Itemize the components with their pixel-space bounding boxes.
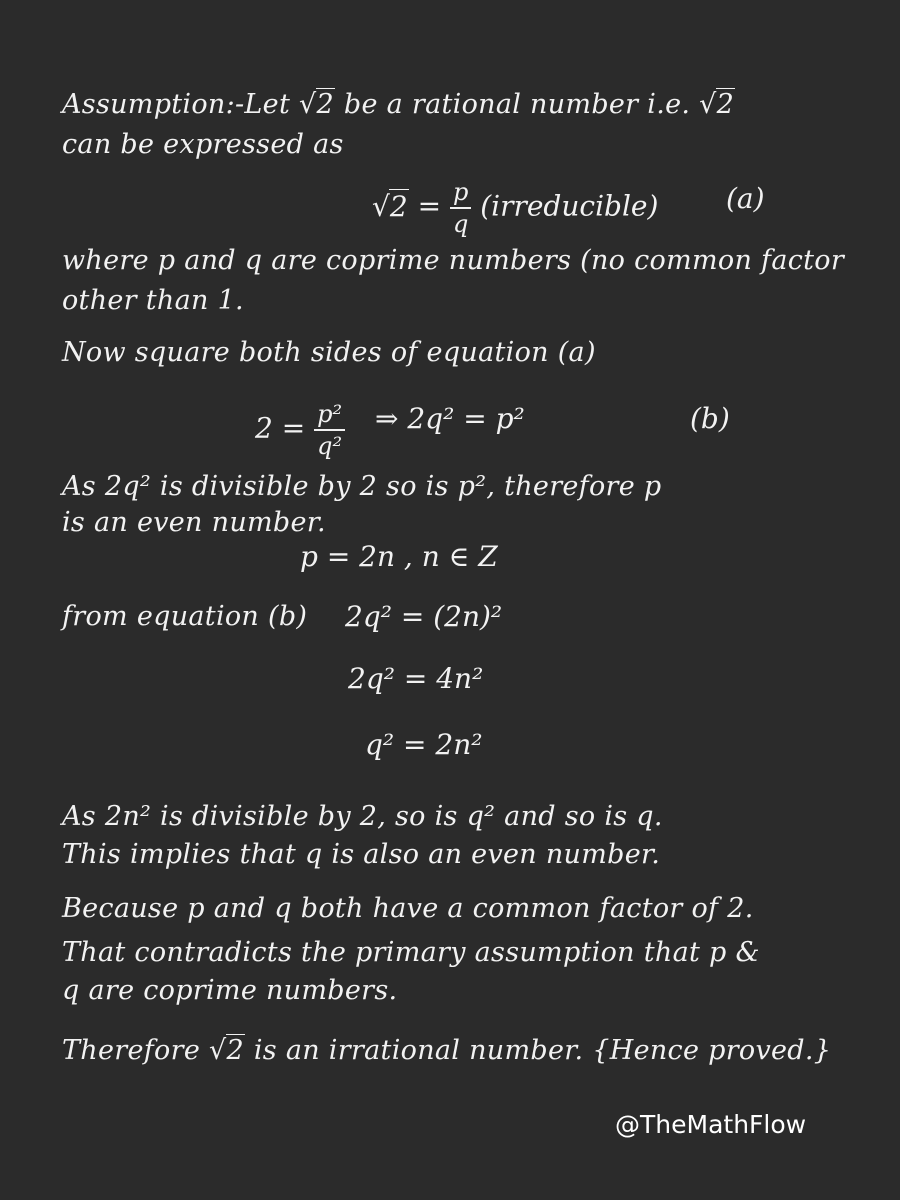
assumption-line-2: can be expressed as xyxy=(62,129,344,160)
watermark-handle: @TheMathFlow xyxy=(615,1110,807,1139)
now-square-line: Now square both sides of equation (a) xyxy=(62,337,596,368)
contradiction-line-1: That contradicts the primary assumption that p & xyxy=(62,937,760,968)
equation-b xyxy=(255,402,345,458)
from-equation-text: from equation (b) xyxy=(62,601,308,632)
where-line-1: where p and q are coprime numbers (no common factor xyxy=(62,245,845,276)
assumption-text-mid: be a rational number i.e. xyxy=(334,89,700,120)
where-line-2: other than 1. xyxy=(62,285,244,316)
sqrt-two-symbol-3: √2 xyxy=(208,1035,244,1066)
eq-a-numerator: p xyxy=(450,180,471,209)
sqrt-radicand-3: 2 xyxy=(226,1035,244,1066)
assumption-line-1 xyxy=(62,88,735,122)
as2-line-1: As 2n² is divisible by 2, so is q² and so is q. xyxy=(62,801,663,832)
as-line-2: is an even number. xyxy=(62,507,326,538)
conclusion-line xyxy=(62,1034,831,1068)
conclusion-text-start: Therefore xyxy=(62,1035,209,1066)
sqrt-two-symbol-2: √2 xyxy=(699,89,735,120)
eq-b-denominator: q² xyxy=(317,432,343,460)
contradiction-line-2: q are coprime numbers. xyxy=(62,975,398,1006)
eq-a-note: (irreducible) xyxy=(471,189,659,223)
sqrt-radicand: 2 xyxy=(316,89,334,120)
equation-a xyxy=(372,180,658,236)
as2-line-2: This implies that q is also an even number. xyxy=(62,839,661,870)
equation-a-label: (a) xyxy=(726,182,765,215)
p-definition: p = 2n , n ∈ Z xyxy=(300,540,498,573)
as-line-1: As 2q² is divisible by 2 so is p², therefore p xyxy=(62,471,662,502)
assumption-text-start: Assumption:-Let xyxy=(62,89,299,120)
eq-a-equals: = xyxy=(408,189,450,223)
eq-a-radicand: 2 xyxy=(389,189,408,223)
sqrt-radicand-2: 2 xyxy=(716,89,735,120)
step-equation-2: q² = 2n² xyxy=(365,728,483,761)
sqrt-two-symbol: √2 xyxy=(298,89,334,120)
eq-a-sqrt: √2 xyxy=(372,189,408,223)
eq-a-denominator: q xyxy=(452,210,469,238)
eq-b-fraction xyxy=(314,402,345,458)
because-line: Because p and q both have a common factor of 2. xyxy=(62,893,754,924)
from-equation-expression: 2q² = (2n)² xyxy=(345,600,503,633)
eq-b-lhs: 2 = xyxy=(255,411,315,445)
equation-b-rhs: ⇒ 2q² = p² xyxy=(375,402,525,435)
eq-a-fraction xyxy=(450,180,471,236)
equation-b-label: (b) xyxy=(690,402,730,435)
eq-b-numerator: p² xyxy=(314,402,345,431)
conclusion-text-end: is an irrational number. {Hence proved.} xyxy=(244,1035,832,1066)
step-equation-1: 2q² = 4n² xyxy=(348,662,484,695)
